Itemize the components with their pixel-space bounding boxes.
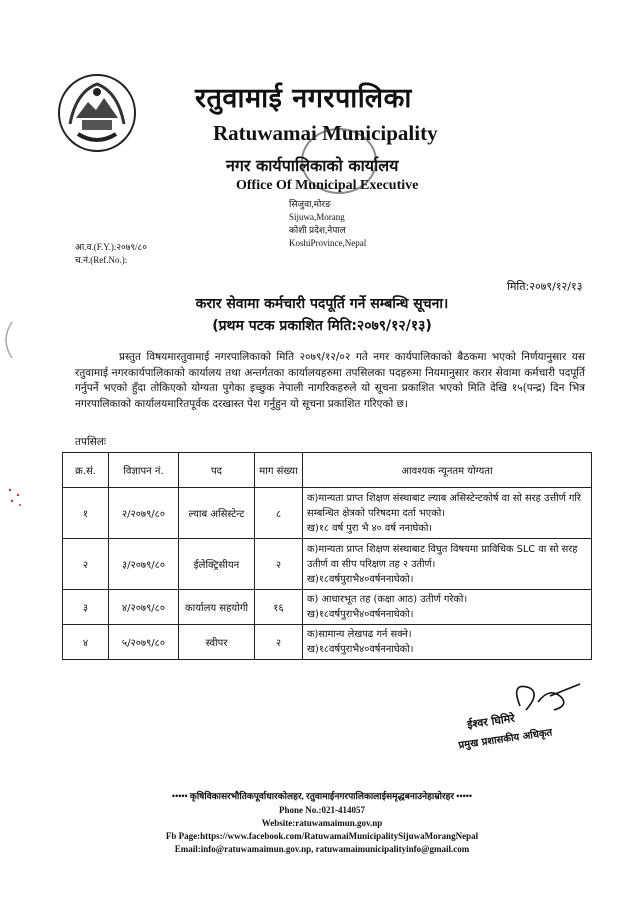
fiscal-year-label: आ.व.(F.Y.): (75, 242, 117, 252)
notice-body: प्रस्तुत विषयमारतुवामाई नगरपालिकाको मिति २०७९/१२/०२ गते नगर कार्यपालिकाको बैठकमा भएको निर्णयानुसार यस रतुवामाई नगरकार्यपालिकाको कार्यालय तथा अन्तर्गतका कार्यालयहरुमा तपसिलका पदहरुमा नियमानुसार करार सेवामा कर्मचारी पदपूर्ति गर्नुपर्ने भएको हुँदा तोकिएको योग्यता पुगेका इच्छुक नेपाली नागरिकहरुले यो सूचना प्रकाशित भएको मिति देखि १५(पन्द्र) दिन भित्र नगरपालिकाको कार्यालयमारितपूर्वक दरखास्त पेश गर्नुहुन यो सूचना प्रकाशित गरिएको छ। (75, 351, 585, 410)
post-cell: ईलेक्ट्रिसीयन (179, 539, 255, 590)
ad-number-cell: २/२०७९/८० (109, 488, 179, 539)
details-label: तपसिलः (75, 436, 107, 448)
column-header: पद (179, 453, 255, 488)
column-header: माग संख्या (255, 453, 303, 488)
serial-cell: १ (63, 488, 109, 539)
requirement-line: क)मान्यता प्राप्त शिक्षण संस्थाबाट विघुत विषयमा प्राविधिक SLC वा सो सरह उतीर्ण वा सीप परिक्षण तह २ उतीर्ण। (307, 543, 578, 570)
serial-cell: २ (63, 539, 109, 590)
ad-number-cell: ५/२०७९/८० (109, 625, 179, 660)
ref-no-label: च.नं.(Ref.No.): (75, 255, 128, 265)
fiscal-year-value: २०७९/८० (116, 242, 147, 252)
table-header-row (63, 453, 592, 488)
requirement-line: ख)१८ वर्ष पुरा भै ४० वर्ष ननाघेको। (307, 522, 433, 534)
requirement-line: ख)१८वर्षपुराभै४०वर्षननाघेको। (307, 609, 414, 620)
serial-cell: ३ (63, 590, 109, 625)
column-header: विज्ञापन नं. (109, 453, 179, 488)
address-block (289, 198, 366, 250)
serial-cell: ४ (63, 625, 109, 660)
address-line: KoshiProvince,Nepal (289, 238, 367, 248)
official-stamp (301, 128, 377, 194)
margin-mark (6, 487, 24, 507)
column-header: आवश्यक न्यूनतम योग्यता (303, 453, 592, 488)
footer-website[interactable]: Website:ratuwamaimun.gov.np (261, 818, 383, 828)
table-row (63, 590, 592, 625)
post-cell: कार्यालय सहयोगी (179, 590, 255, 625)
ad-number-cell: ३/२०७९/८० (109, 539, 179, 590)
requirement-line: ख)१८वर्षपुराभै४०वर्षननाघेको। (307, 644, 414, 655)
table-row (63, 625, 592, 660)
requirement-cell (303, 590, 592, 625)
requirement-cell (303, 539, 592, 590)
requirement-line: क) आधारभूत तह (कक्षा आठ) उतीर्ण गरेको। (307, 594, 468, 605)
address-line: कोशी प्रदेश,नेपाल (289, 225, 346, 235)
nepal-emblem-icon (56, 72, 138, 154)
notice-subheading: (प्रथम पटक प्रकाशित मिति:२०७९/१२/१३) (212, 318, 432, 334)
requirement-line: ख)१८वर्षपुराभै४०वर्षननाघेको। (307, 573, 414, 585)
punch-hole-mark (0, 320, 14, 360)
count-cell: २ (255, 625, 303, 660)
reference-block (75, 241, 147, 267)
address-line: सिजुवा,मोरङ (289, 199, 331, 209)
notice-date: मिति:२०७९/१२/१३ (507, 280, 583, 293)
post-cell: स्वीपर (179, 625, 255, 660)
office-title-nepali: नगर कार्यपालिकाको कार्यालय (226, 156, 399, 175)
requirement-cell (303, 488, 592, 539)
footer-slogan: ••••• कृषिविकासरभौतिकपूर्वाधारकोलहर, रतुवामाईनगरपालिकालाईसमृद्धबनाउनेहाम्रोरहर ••••• (171, 791, 473, 801)
office-title-english: Office Of Municipal Executive (236, 178, 419, 193)
table-row (63, 539, 592, 590)
count-cell: १६ (255, 590, 303, 625)
notice-heading: करार सेवामा कर्मचारी पदपूर्ति गर्ने सम्बन्धि सूचना। (195, 296, 449, 312)
requirement-line: क)सामान्य लेखपढ गर्न सक्ने। (307, 629, 412, 640)
footer-email[interactable]: Email:info@ratuwamaimun.gov.np, ratuwamaimunicipalityinfo@gmail.com (174, 844, 470, 854)
requirement-cell (303, 625, 592, 660)
footer-facebook[interactable]: Fb Page:https://www.facebook.com/RatuwamaiMunicipalitySijuwaMorangNepal (165, 831, 479, 841)
signatory-title: प्रमुख प्रशासकीय अधिकृत (457, 727, 553, 752)
table-row (63, 488, 592, 539)
ad-number-cell: ४/२०७९/८० (109, 590, 179, 625)
requirement-line: क)मान्यता प्राप्त शिक्षण संस्थाबाट ल्याब असिस्टेन्टकोर्ष वा सो सरह उत्तीर्ण गरि सम्बन्धित क्षेत्रको परिषदमा दर्ता भएको। (307, 492, 581, 519)
footer-phone: Phone No.:021-414057 (279, 805, 365, 815)
count-cell: २ (255, 539, 303, 590)
count-cell: ८ (255, 488, 303, 539)
post-cell: ल्याब असिस्टेन्ट (179, 488, 255, 539)
vacancy-table (62, 452, 592, 660)
address-line: Sijuwa,Morang (289, 212, 345, 222)
municipality-title-english: Ratuwamai Municipality (213, 121, 438, 145)
municipality-title-nepali: रतुवामाई नगरपालिका (195, 83, 412, 114)
column-header: क्र.सं. (63, 453, 109, 488)
signatory-name: ईश्वर घिमिरे (466, 711, 516, 732)
